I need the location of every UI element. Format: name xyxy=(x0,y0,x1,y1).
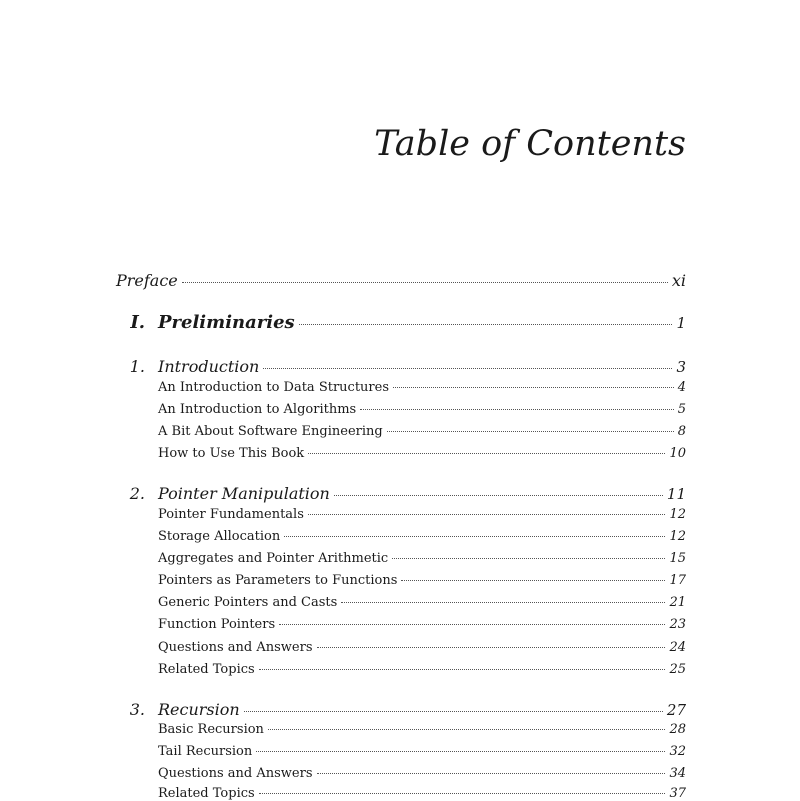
dot-leader xyxy=(256,751,665,752)
toc-label: Basic Recursion xyxy=(158,722,264,737)
dot-leader xyxy=(279,624,665,625)
dot-leader xyxy=(268,729,666,730)
toc-label: Related Topics xyxy=(158,786,255,801)
toc-page-number: 21 xyxy=(669,595,686,610)
toc-page-number: 3 xyxy=(676,358,686,376)
toc-label: Generic Pointers and Casts xyxy=(158,595,338,610)
toc-label: Tail Recursion xyxy=(158,744,253,759)
dot-leader xyxy=(308,453,665,454)
toc-page-number: 34 xyxy=(669,766,686,781)
toc-entry-preface[interactable] xyxy=(116,271,686,290)
toc-page-number: 27 xyxy=(666,701,686,719)
toc-entry-section[interactable] xyxy=(158,573,686,588)
chapter-number: 2. xyxy=(129,484,145,503)
toc-entry-section[interactable] xyxy=(158,722,686,737)
dot-leader xyxy=(387,431,674,432)
toc-label: An Introduction to Algorithms xyxy=(158,402,357,417)
toc-entry-chapter[interactable] xyxy=(158,484,686,503)
toc-entry-part[interactable] xyxy=(158,312,686,333)
toc-label: A Bit About Software Engineering xyxy=(158,424,383,439)
toc-page-number: 11 xyxy=(666,485,686,503)
toc-entry-section[interactable] xyxy=(158,617,686,632)
dot-leader xyxy=(392,558,665,559)
toc-label: How to Use This Book xyxy=(158,446,305,461)
dot-leader xyxy=(263,368,672,369)
toc-page-number: 1 xyxy=(676,314,686,332)
dot-leader xyxy=(259,669,666,670)
dot-leader xyxy=(182,282,668,283)
toc-label: Pointer Fundamentals xyxy=(158,507,304,522)
toc-label: Function Pointers xyxy=(158,617,276,632)
toc-entry-section[interactable] xyxy=(158,786,686,801)
dot-leader xyxy=(299,324,673,325)
toc-page-number: 12 xyxy=(669,507,686,522)
dot-leader xyxy=(401,580,665,581)
toc-entry-section[interactable] xyxy=(158,662,686,677)
part-number: I. xyxy=(130,312,145,333)
toc-label: Preliminaries xyxy=(158,312,295,333)
dot-leader xyxy=(308,514,666,515)
toc-entry-section[interactable] xyxy=(158,595,686,610)
toc-label: Related Topics xyxy=(158,662,255,677)
toc-page-number: 23 xyxy=(669,617,686,632)
toc-label: Pointers as Parameters to Functions xyxy=(158,573,398,588)
toc-entry-section[interactable] xyxy=(158,424,686,439)
toc-page-number: 25 xyxy=(669,662,686,677)
toc-label: Recursion xyxy=(158,700,240,719)
toc-page-number: 5 xyxy=(677,402,686,417)
toc-page-number: 12 xyxy=(669,529,686,544)
chapter-number: 1. xyxy=(129,357,145,376)
toc-entry-section[interactable] xyxy=(158,529,686,544)
toc-page-number: 24 xyxy=(669,640,686,655)
toc-entry-section[interactable] xyxy=(158,766,686,781)
toc-entry-section[interactable] xyxy=(158,640,686,655)
toc-label: Aggregates and Pointer Arithmetic xyxy=(158,551,389,566)
toc-label: Questions and Answers xyxy=(158,640,313,655)
dot-leader xyxy=(259,793,666,794)
toc-label: Questions and Answers xyxy=(158,766,313,781)
toc-entry-section[interactable] xyxy=(158,446,686,461)
toc-entry-section[interactable] xyxy=(158,744,686,759)
toc-label: Preface xyxy=(116,271,178,290)
dot-leader xyxy=(360,409,674,410)
toc-page-number: 28 xyxy=(669,722,686,737)
dot-leader xyxy=(317,773,666,774)
chapter-number: 3. xyxy=(129,700,145,719)
toc-page-number: xi xyxy=(671,271,686,290)
dot-leader xyxy=(284,536,665,537)
dot-leader xyxy=(341,602,665,603)
toc-page-number: 37 xyxy=(669,786,686,801)
toc-entry-chapter[interactable] xyxy=(158,700,686,719)
dot-leader xyxy=(244,711,663,712)
toc-page-number: 8 xyxy=(677,424,686,439)
dot-leader xyxy=(334,495,663,496)
toc-label: An Introduction to Data Structures xyxy=(158,380,389,395)
toc-entry-chapter[interactable] xyxy=(158,357,686,376)
toc-entry-section[interactable] xyxy=(158,507,686,522)
toc-label: Pointer Manipulation xyxy=(158,484,330,503)
toc-page-number: 10 xyxy=(669,446,686,461)
toc-label: Introduction xyxy=(158,357,260,376)
toc-label: Storage Allocation xyxy=(158,529,281,544)
toc-entry-section[interactable] xyxy=(158,402,686,417)
toc-page-number: 32 xyxy=(669,744,686,759)
toc-entry-section[interactable] xyxy=(158,380,686,395)
toc-page-number: 15 xyxy=(669,551,686,566)
dot-leader xyxy=(317,647,666,648)
toc-page-number: 4 xyxy=(677,380,686,395)
page-title: Table of Contents xyxy=(374,124,686,164)
dot-leader xyxy=(393,387,674,388)
toc-page-number: 17 xyxy=(669,573,686,588)
toc-entry-section[interactable] xyxy=(158,551,686,566)
